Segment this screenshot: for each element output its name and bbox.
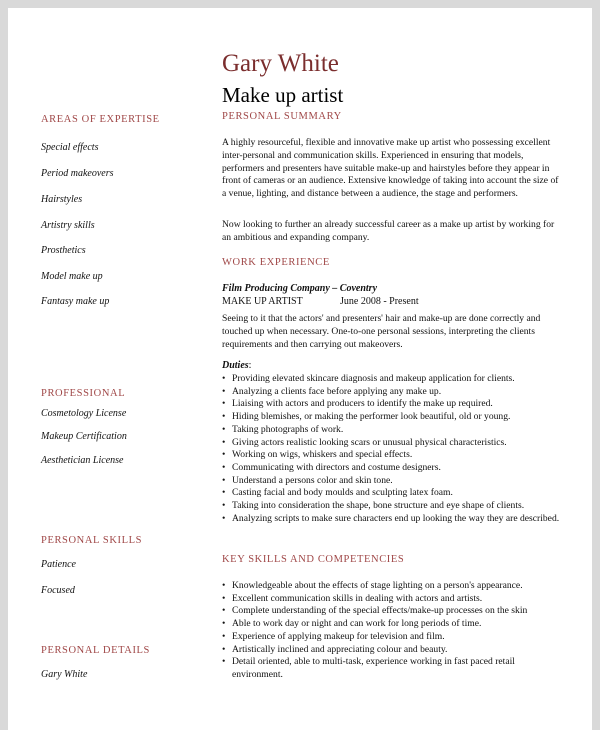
personal-skill-item: Focused	[41, 585, 75, 596]
duty-item	[222, 462, 562, 475]
bullet-icon: •	[222, 449, 226, 461]
expertise-item: Hairstyles	[41, 194, 83, 205]
skill-item-text: Complete understanding of the special effects/make-up processes on the skin	[232, 605, 528, 617]
bullet-icon: •	[222, 474, 226, 486]
duty-item-text: Casting facial and body moulds and sculpting latex foam.	[232, 487, 453, 499]
personal-detail-item: Gary White	[41, 669, 88, 680]
duty-item	[222, 513, 562, 526]
work-heading: WORK EXPERIENCE	[222, 257, 330, 268]
duty-item-text: Hiding blemishes, or making the performer look beautiful, old or young.	[232, 411, 511, 423]
duty-item	[222, 411, 562, 424]
expertise-item: Fantasy make up	[41, 296, 110, 307]
skill-item	[222, 618, 562, 631]
bullet-icon: •	[222, 398, 226, 410]
skill-item	[222, 593, 562, 606]
personal-details-heading: PERSONAL DETAILS	[41, 645, 150, 656]
candidate-role: Make up artist	[222, 83, 344, 107]
job-dates: June 2008 - Present	[340, 296, 419, 307]
bullet-icon: •	[222, 630, 226, 642]
personal-skills-heading: PERSONAL SKILLS	[41, 535, 143, 546]
skill-item-text: Able to work day or night and can work for long periods of time.	[232, 618, 482, 630]
personal-skill-item: Patience	[41, 559, 76, 570]
skills-list	[222, 580, 562, 682]
skill-item	[222, 656, 562, 681]
skill-item-text: Artistically inclined and appreciating colour and beauty.	[232, 643, 448, 655]
skills-heading: KEY SKILLS AND COMPETENCIES	[222, 554, 405, 565]
skill-item	[222, 605, 562, 618]
summary-paragraph-2: Now looking to further an already successful career as a make up artist by working for an ambitious and expanding company.	[222, 219, 555, 243]
skill-item	[222, 631, 562, 644]
duty-item	[222, 449, 562, 462]
skill-item	[222, 644, 562, 657]
summary-paragraph: A highly resourceful, flexible and innovative make up artist who possessing excellent inter-personal and communication skills. Experienced in ensuring that models, performers and presenters have suitable make-up and hairstyles before they appear in front of cameras or an audience. Extensive knowledge of taking into account the size of a venue, lighting, and distance between a audience, the stage and performers.	[222, 137, 559, 200]
duty-item-text: Analyzing scripts to make sure characters end up looking the way they are described.	[232, 512, 560, 524]
skill-item-text: Knowledgeable about the effects of stage lighting on a person's appearance.	[232, 580, 523, 591]
duty-item-text: Taking photographs of work.	[232, 423, 344, 435]
bullet-icon: •	[222, 605, 226, 617]
expertise-heading: AREAS OF EXPERTISE	[41, 114, 160, 125]
bullet-icon: •	[222, 423, 226, 435]
professional-item: Makeup Certification	[41, 431, 127, 442]
bullet-icon: •	[222, 656, 226, 668]
expertise-item: Model make up	[41, 271, 103, 282]
bullet-icon: •	[222, 512, 226, 524]
expertise-item: Artistry skills	[41, 220, 95, 231]
professional-item: Cosmetology License	[41, 408, 127, 419]
job-title-line	[222, 296, 419, 307]
skill-item-text: Detail oriented, able to multi-task, experience working in fast paced retail environment.	[232, 656, 515, 680]
job-company: Film Producing Company – Coventry	[222, 283, 378, 294]
bullet-icon: •	[222, 373, 226, 384]
expertise-item: Special effects	[41, 142, 99, 153]
duties-label-colon: :	[248, 360, 252, 371]
bullet-icon: •	[222, 580, 226, 591]
bullet-icon: •	[222, 436, 226, 448]
duty-item	[222, 475, 562, 488]
bullet-icon: •	[222, 487, 226, 499]
duty-item	[222, 487, 562, 500]
duty-item-text: Providing elevated skincare diagnosis and makeup application for clients.	[232, 373, 515, 384]
skill-item	[222, 580, 562, 593]
duty-item	[222, 386, 562, 399]
bullet-icon: •	[222, 461, 226, 473]
bullet-icon: •	[222, 500, 226, 512]
bullet-icon: •	[222, 592, 226, 604]
professional-heading: PROFESSIONAL	[41, 388, 126, 399]
duty-item-text: Giving actors realistic looking scars or unusual physical characteristics.	[232, 436, 507, 448]
duty-item-text: Liaising with actors and producers to identify the make up required.	[232, 398, 493, 410]
summary-heading: PERSONAL SUMMARY	[222, 111, 342, 122]
expertise-item: Period makeovers	[41, 168, 114, 179]
duty-item	[222, 398, 562, 411]
job-description: Seeing to it that the actors' and presenters' hair and make-up are done correctly and touched up when necessary. One-to-one personal sessions, interpreting the clients requirements and then carrying out makeovers.	[222, 313, 541, 350]
duty-item	[222, 424, 562, 437]
candidate-name: Gary White	[222, 50, 339, 77]
resume-page	[8, 8, 592, 730]
bullet-icon: •	[222, 643, 226, 655]
skill-item-text: Experience of applying makeup for television and film.	[232, 630, 445, 642]
skill-item-text: Excellent communication skills in dealing with actors and artists.	[232, 592, 483, 604]
expertise-item: Prosthetics	[41, 245, 86, 256]
duty-item	[222, 373, 562, 386]
duty-item	[222, 437, 562, 450]
bullet-icon: •	[222, 618, 226, 630]
professional-item: Aesthetician License	[41, 455, 124, 466]
duty-item	[222, 500, 562, 513]
duty-item-text: Communicating with directors and costume designers.	[232, 461, 441, 473]
duties-label	[222, 360, 251, 371]
bullet-icon: •	[222, 411, 226, 423]
duties-list	[222, 373, 562, 525]
duty-item-text: Taking into consideration the shape, bone structure and eye shape of clients.	[232, 500, 525, 512]
duty-item-text: Analyzing a clients face before applying any make up.	[232, 385, 442, 397]
duty-item-text: Understand a persons color and skin tone.	[232, 474, 393, 486]
bullet-icon: •	[222, 385, 226, 397]
job-title: MAKE UP ARTIST	[222, 296, 303, 307]
duty-item-text: Working on wigs, whiskers and special effects.	[232, 449, 413, 461]
duties-label-text: Duties	[222, 360, 249, 371]
